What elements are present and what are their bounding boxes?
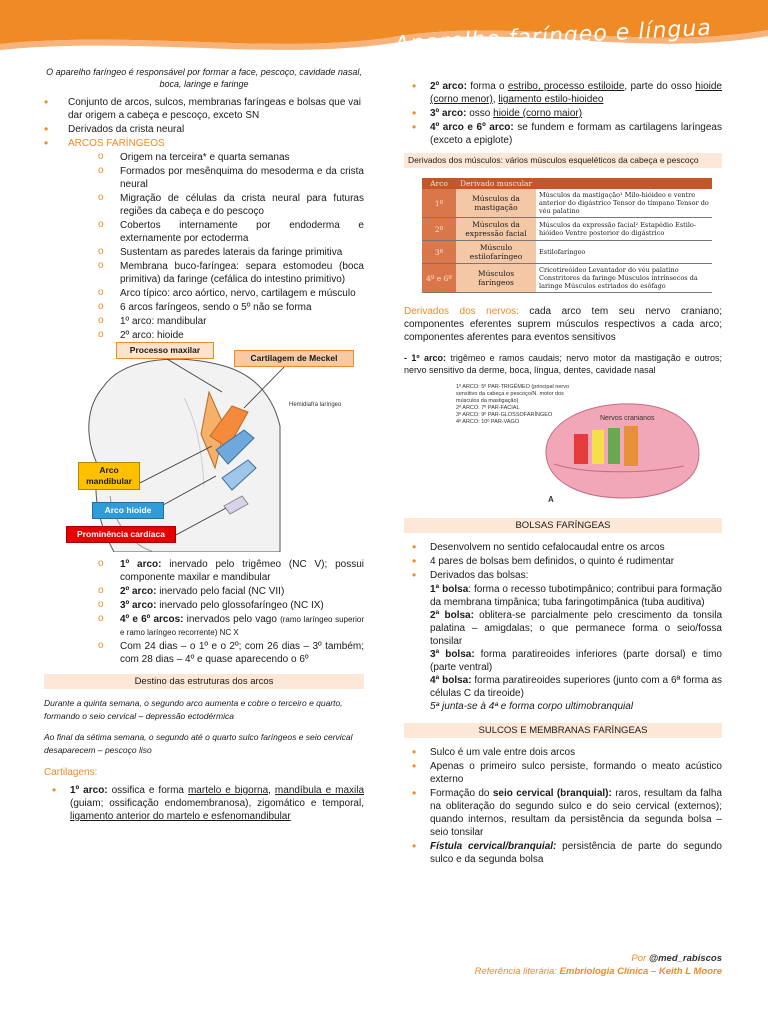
list-item: • Sulco é um vale entre dois arcos — [404, 746, 722, 759]
nerve-legend: 1º ARCO: 5º PAR-TRIGÊMEO (principal nervo sensitivo da cabeça e pescoço/N. motor dos músculos da mastigação) 2º ARCO: 7º PAR-FACIAL 3º ARCO: 9º PAR-GLOSSOFARÍNGEO 4º ARCO: 10º PAR-VAGO — [456, 384, 570, 425]
left-column — [44, 66, 364, 824]
main-bullet-list — [20, 96, 364, 150]
bolsa-1: 1ª bolsa: forma o recesso tubotimpânico; contribui para formação da membrana timpânica; tuba faringotimpânica (tuba auditiva) — [430, 584, 722, 608]
list-item: o Cobertos internamente por endoderma e externamente por ectoderma — [92, 219, 364, 245]
embryo-nerves-illustration — [534, 394, 704, 504]
right-column — [404, 80, 722, 867]
list-item: • Fístula cervical/branquial: persistência de parte do segundo sulco e da segunda bolsa — [404, 840, 722, 866]
footer-author: Por @med_rabiscos — [631, 953, 722, 964]
cartilagens-heading: Cartilagens: — [44, 767, 98, 778]
list-item: • 2º arco: forma o estribo, processo estiloide, parte do osso hioide (corno menor), ligamento estilo-hioideo — [404, 80, 722, 106]
cartilagens-list-cont — [404, 80, 722, 147]
label-arco-mandibular: Arco mandibular — [78, 462, 140, 490]
list-item: o Com 24 dias – o 1º e o 2º; com 26 dias – 3º também; com 28 dias – 4º e quase aparecendo o 6º — [92, 640, 364, 666]
list-item: • 3º arco: osso hioide (corno maior) — [404, 107, 722, 120]
table-header — [536, 178, 712, 189]
intro-text: O aparelho faríngeo é responsável por formar a face, pescoço, cavidade nasal, boca, laringe e faringe — [46, 67, 362, 89]
table-row: 4º e 6º Músculos faríngeos Cricotireóideo Levantador do véu palatino Constritores da faringe Músculos intrínsecos da laringe Músculos estriados do esôfago — [422, 264, 712, 293]
list-item: • Desenvolvem no sentido cefalocaudal entre os arcos — [404, 541, 722, 554]
destino-heading: Destino das estruturas dos arcos — [44, 674, 364, 689]
list-item: o Membrana buco-faríngea: separa estomodeu (boca primitiva) da faringe (cefálica do intestino primitivo) — [92, 260, 364, 286]
embryo-figure — [44, 346, 364, 552]
list-item: • Formação do seio cervical (branquial): raros, resultam da falha na obliteração do segundo sulco e do seio cervical (externos); quando internos, resultam da persistência da segunda bolsa – seio tonsilar — [404, 787, 722, 839]
bolsa-4: 4ª bolsa: forma paratireoides superiores (junto com a 6ª forma as células C da tireoide) — [430, 675, 723, 699]
embryo-illustration — [44, 346, 364, 552]
footer-reference: Referência literária: Embriologia Clínica – Keith L Moore — [474, 966, 722, 977]
label-cartilagem-meckel: Cartilagem de Meckel — [234, 350, 354, 367]
sulcos-list — [404, 746, 722, 866]
nerve-list — [92, 558, 364, 666]
table-row: 3º Músculo estilofaríngeo Estilofaríngeo — [422, 241, 712, 264]
hemidiafragma-label: Hemidiafra laríngeo — [289, 402, 342, 408]
list-item: • 1º arco: ossifica e forma martelo e bigorna, mandíbula e maxila (guiam; ossificação endomembranosa), zigomático e temporal, ligamento anterior do martelo e esfenomandibular — [44, 784, 364, 823]
label-processo-maxilar: Processo maxilar — [116, 342, 214, 359]
derivados-nervos: Derivados dos nervos: cada arco tem seu nervo craniano; componentes eferentes suprem músculos respectivos a cada arco; componentes aferentes para eventos sensitivos — [404, 306, 722, 343]
list-item: • 4º arco e 6º arco: se fundem e formam as cartilagens laríngeas (exceto a epiglote) — [404, 121, 722, 147]
destino-note-2: Ao final da sétima semana, o segundo até o quarto sulco faríngeos e seio cervical desaparecem – pescoço liso — [44, 732, 353, 755]
bolsa-5: 5ª junta-se à 4ª e forma corpo ultimobranquial — [430, 701, 634, 712]
label-prominencia-cardiaca: Prominência cardíaca — [66, 526, 176, 543]
list-item: o 1º arco: mandibular — [92, 315, 364, 328]
list-item: • Conjunto de arcos, sulcos, membranas faríngeas e bolsas que vai dar origem a cabeça e pescoço, exceto SN — [20, 96, 364, 122]
bolsa-3: 3ª bolsa: forma paratireoides inferiores (parte dorsal) e timo (parte ventral) — [430, 649, 722, 673]
list-item: o 4º e 6º arcos: inervados pelo vago (ramo laríngeo superior e ramo laríngeo recorrente) NC X — [92, 613, 364, 639]
list-item: o Sustentam as paredes laterais da faringe primitiva — [92, 246, 364, 259]
list-item: o Origem na terceira* e quarta semanas — [92, 151, 364, 164]
muscle-table — [422, 178, 712, 293]
list-item: • Derivados da crista neural — [20, 123, 364, 136]
list-item: • Derivados das bolsas: 1ª bolsa: forma o recesso tubotimpânico; contribui para formação da membrana timpânica; tuba faringotimpânica (tuba auditiva) 2ª bolsa: oblitera-se parcialmente pelo crescimento da tonsila palatina – amigdalas; o que permanece forma o seio/fossa tonsilar 3ª bolsa: forma paratireoides inferiores (parte dorsal) e timo (parte ventral) 4ª bolsa: forma paratireoides superiores (junto com a 6ª forma as células C da tireoide) 5ª junta-se à 4ª e forma corpo ultimobranquial — [404, 569, 722, 713]
primeiro-arco-nervo: - 1º arco: trigêmeo e ramos caudais; nervo motor da mastigação e outros; nervo sensitivo da derme, boca, língua, dentes, cavidade nasal — [404, 353, 722, 375]
table-row: 1º Músculos da mastigação Músculos da mastigação¹ Milo-hióideo e ventre anterior do digástrico Tensor do tímpano Tensor do véu palatino — [422, 189, 712, 218]
list-item: o 2º arco: hioide — [92, 329, 364, 342]
bolsa-2: 2ª bolsa: oblitera-se parcialmente pelo crescimento da tonsila palatina – amigdalas; o que permanece forma o seio/fossa tonsilar — [430, 610, 723, 647]
list-item: • ARCOS FARÍNGEOS — [20, 137, 364, 150]
list-item: o Formados por mesênquima do mesoderma e da crista neural — [92, 165, 364, 191]
list-item: o Arco típico: arco aórtico, nervo, cartilagem e músculo — [92, 287, 364, 300]
list-item: o 6 arcos faríngeos, sendo o 5º não se forma — [92, 301, 364, 314]
cartilagens-list — [44, 784, 364, 823]
figure-letter: A — [548, 495, 554, 504]
list-item: o Migração de células da crista neural para futuras regiões da cabeça e do pescoço — [92, 192, 364, 218]
list-item: o 2º arco: inervado pelo facial (NC VII) — [92, 585, 364, 598]
sulcos-heading: SULCOS E MEMBRANAS FARÍNGEAS — [404, 723, 722, 738]
nerve-tag: Nervos cranianos — [600, 415, 655, 422]
arcos-list — [92, 151, 364, 342]
list-item: • 4 pares de bolsas bem definidos, o quinto é rudimentar — [404, 555, 722, 568]
list-item: o 3º arco: inervado pelo glossofaríngeo (NC IX) — [92, 599, 364, 612]
bolsas-heading: BOLSAS FARÍNGEAS — [404, 518, 722, 533]
nerve-embryo-figure — [404, 384, 722, 504]
list-item: • Apenas o primeiro sulco persiste, formando o meato acústico externo — [404, 760, 722, 786]
table-header: Derivado muscular — [456, 178, 536, 189]
label-arco-hioide: Arco hioide — [92, 502, 164, 519]
bolsas-list — [404, 541, 722, 713]
table-row: 2º Músculos da expressão facial Músculos da expressão facial² Estapédio Estilo-hióideo Ventre posterior do digástrico — [422, 218, 712, 241]
table-header: Arco — [422, 178, 456, 189]
destino-note-1: Durante a quinta semana, o segundo arco aumenta e cobre o terceiro e quarto, formando o seio cervical – depressão ectodérmica — [44, 698, 343, 721]
page-title: Aparelho faríngeo e língua — [393, 15, 713, 58]
bolsas-derivados — [430, 583, 722, 713]
derivados-musculos-heading: Derivados dos músculos: vários músculos esqueléticos da cabeça e pescoço — [404, 153, 722, 168]
list-item: o 1º arco: inervado pelo trigêmeo (NC V); possui componente maxilar e mandibular — [92, 558, 364, 584]
footer — [475, 952, 722, 978]
